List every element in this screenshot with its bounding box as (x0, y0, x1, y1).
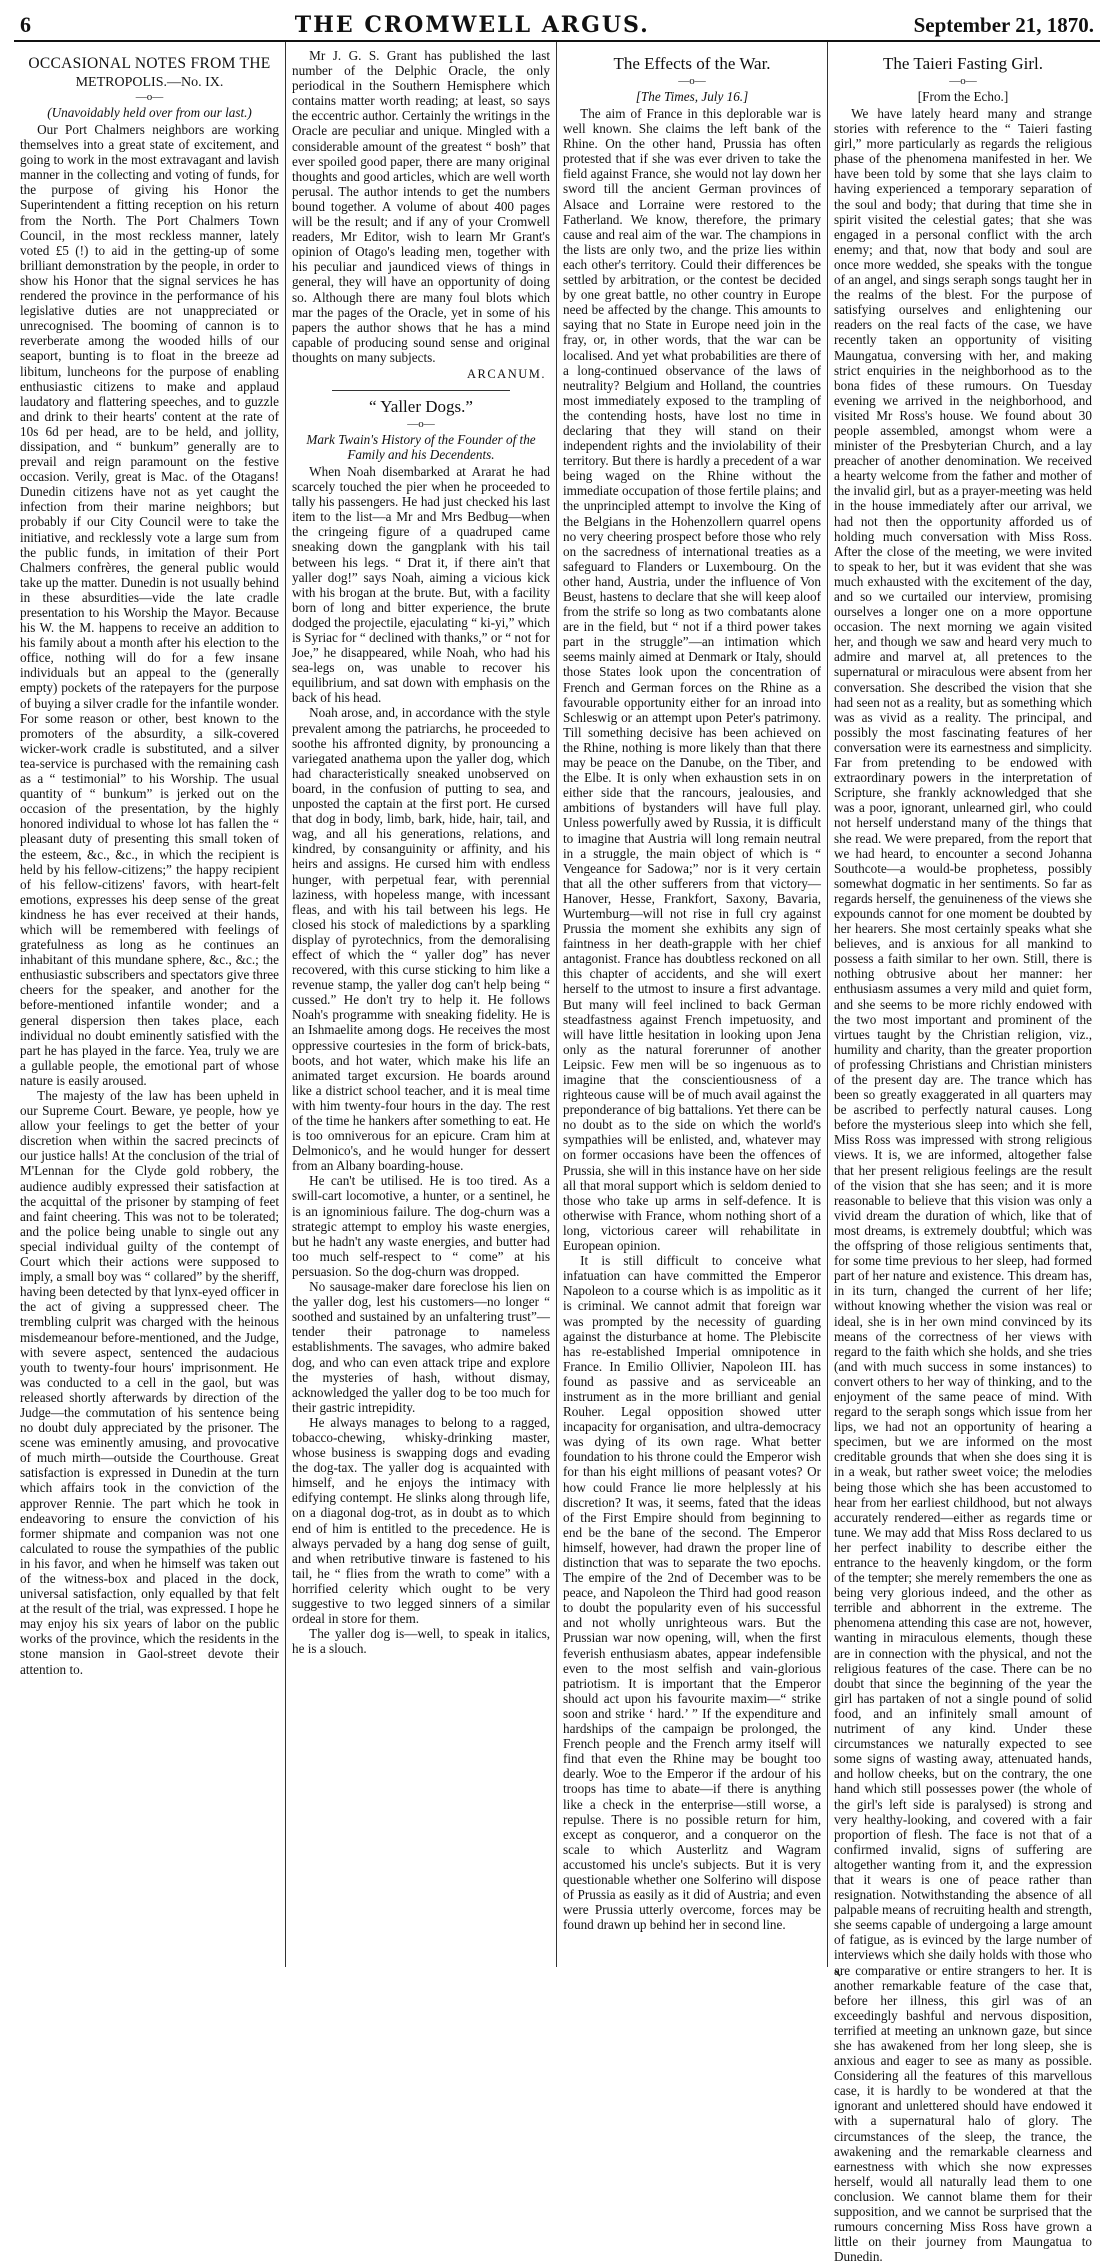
war-title: The Effects of the War. (613, 54, 771, 73)
taieri-title: The Taieri Fasting Girl. (883, 54, 1043, 73)
taieri-source: [From the Echo.] (917, 89, 1009, 104)
notes-rule: —o— (135, 91, 164, 103)
column-layout (14, 42, 1100, 2264)
column-1 (14, 42, 285, 1967)
taieri-paragraph: We have lately heard many and strange stories with reference to the “ Taieri fasting girl,” more particularly as regards the religious phase of the phenomena manifested in her. We have been told by some that she lays claim to having experienced a temporary separation of the soul and body; that during that time she in spirit visited the celestial gates; that she was engaged in a personal conflict with the arch enemy; and that, now that body and soul are once more wedded, she speaks with the tongue of an angel, and sings seraph songs taught her in the realms of the blest. For the purpose of satisfying ourselves and enlightening our readers on the real facts of the case, we have recently taken an opportunity of visiting Maungatua, conversing with her, and making strict enquiries in the neighborhood as to the bona fides of these rumours. On Tuesday evening we arrived in the neighborhood, and visited Mr Ross's house. We found about 30 people assembled, amongst whom were a minister of the Presbyterian Church, and a lay preacher of another denomination. We received a hearty welcome from the father and mother of the invalid girl, but as a prayer-meeting was held in the house immediately after our arrival, we had not then the opportunity afforded us of holding much conversation with Miss Ross. After the close of the meeting, we were invited to speak to her, but it was evident that she was much exhausted with the excitement of the day, and so we curtailed our interview, promising ourselves a longer one on a more opportune occasion. The next morning we again visited her, and though we saw and heard very much to admire and marvel at, all pretences to the supernatural or miraculous were absent from her conversation. She described the vision that she had seen not as a reality, but as something which was as vivid as a reality. The principal, and possibly the most fascinating features of her conversation were its earnestness and simplicity. Far from pretending to be endowed with extraordinary powers in the interpretation of Scripture, she frankly acknowledged that she was a poor, ignorant, unlearned girl, who could not herself understand many of the things that she read. We were prepared, from the report that we had heard, to encounter a second Johanna Southcote—a would-be prophetess, possibly somewhat dogmatic in her sentiments. So far as regards herself, the genuineness of the views she expounds cannot for one moment be doubted by her hearers. She most certainly speaks what she believes, and is anxious for all mankind to possess a faith similar to her own. Still, there is nothing obtrusive about her manner: her enthusiasm assumes a very mild and quiet form, and she seems to be more richly endowed with the two most important and prominent of the virtues taught by the Christian religion, viz., humility and charity, than the greater proportion of professing Christians and Christian ministers of the present day are. The trance which has been so greatly exaggerated in all quarters may be ascribed to perfectly natural causes. Long before the mysterious sleep into which she fell, Miss Ross was impressed with strong religious views. It is, we are informed, altogether false that her present religious feelings are the result of the vision that she has seen; and it is more reasonable to believe that this vision was only a vivid dream the duration of which, like that of most dreams, is extremely doubtful; which was the offspring of those religious sentiments that, for some time previous to her sleep, had formed part of her nature and existence. This dream has, in its turn, changed the current of her life; without knowing whether the vision was real or ideal, she is in her own mind convinced by its means of the correctness of her views with regard to the faith which she holds, and she tries (and with much success in some instances) to convert others to her way of thinking, and to the enjoyment of the same peace of mind. With regard to the seraph songs which issue from her lips, we had not an opportunity of hearing a specimen, but we are informed on the most creditable grounds that when she does sing it is in a weak, but rather sweet voice; the melodies being those which she has been accustomed to hear from her earliest childhood, but not always accurately rendered—either as regards time or tune. We may add that Miss Ross declared to us her perfect inability to describe either the entrance to the heavenly kingdom, or the form of the tempter; she merely remembers the one as being very glorious indeed, and the other as terrible and abhorrent in the extreme. The phenomena attending this case are not, however, wanting in miraculous elements, though these are in connection with the physical, and not the religious features of the case. There can be no doubt that since the beginning of the year the girl has partaken of not a single pound of solid food, and an infinitely small amount of nutriment of any kind. Under these circumstances we naturally expected to see some signs of wasting away, attenuated hands, and hollow cheeks, but on the contrary, the one hand which still possesses power (the whole of the girl's left side is paralysed) is strong and very healthy-looking, and covered with a fair proportion of flesh. The face is not that of a confirmed invalid, signs of suffering are altogether wanting from it, and the expression that it wears is one of peace rather than resignation. Notwithstanding the absence of all palpable means of recruiting health and strength, she seems capable of undergoing a large amount of fatigue, as is evinced by the large number of interviews which she daily holds with those who are comparative or entire strangers to her. It is another remarkable feature of the case that, before her illness, this girl was of an exceedingly bashful and nervous disposition, terrified at meeting an unknown gaze, but since she has awakened from her long sleep, she is anxious and eager to see as many as possible. Considering all the features of this marvellous case, it is hardly to be wondered at that the ignorant and unlettered should have endowed it with a supernatural halo of glory. The circumstances of the sleep, the trance, the awakening and the remarkable clearness and earnestness with which she now expresses herself, would all naturally lead them to one conclusion. We cannot blame them for their supposition, and we cannot be surprised that the rumours concerning Miss Ross have grown a little on their journey from Maungatua to Dunedin. (834, 106, 1092, 2264)
yaller-paragraph: No sausage-maker dare foreclose his lien on the yaller dog, lest his customers—no longer “ soothed and sustained by an unfaltering trust”—tender their patronage to nameless establishments. The savages, who admire baked dog, and who can even attack tripe and explore the mysteries of hash, without dismay, acknowledged the yaller dog to be too much for their gastric intrepidity. (292, 1279, 550, 1415)
war-paragraph: The aim of France in this deplorable war is well known. She claims the left bank of the Rhine. On the other hand, Prussia has often protested that if she was ever driven to take the field against France, she would not lay down her sword till the ancient German provinces of Alsace and Lorraine were restored to the Fatherland. We know, therefore, the primary cause and real aim of the war. The champions in the lists are only two, and the prize lies within each other's territory. Could their differences be settled by arbitration, or the contest be decided by one great battle, no other country in Europe need be affected by the change. This amounts to saying that no State in Europe need join in the fray, or, in other words, that the war can be localised. And yet what probabilities are there of a long-continued observance of the laws of neutrality? Belgium and Holland, the countries most immediately exposed to the trampling of the contending hosts, have lost no time in declaring that they will stand on their independent rights and the inviolability of their territory. But there is hardly a precedent of a war being waged on the Rhine without the immediate occupation of those fertile plains; and the unprincipled attempt to involve the King of the Belgians in the Hohenzollern quarrel opens no very cheering prospect before those who rely on the sacredness of international treaties as a safeguard to Flanders or Luxembourg. On the other hand, Austria, under the influence of Von Beust, hastens to declare that she will keep aloof from the strife so long as two combatants alone are in the field, but “ not if a third power takes part in the struggle”—an intimation which seems mainly aimed at Denmark or Italy, should those States look upon the concentration of French and German forces on the Rhine as a favourable opportunity either for an inroad into Schleswig or an attempt upon Peter's patrimony. Till something decisive has been achieved on the Rhine, nothing is more likely than that there may be peace on the Danube, on the Tiber, and the Elbe. It is only when exhaustion sets in on either side that the rancours, jealousies, and ambitions of bystanders will have full play. Unless powerfully awed by Russia, it is difficult to imagine that Austria will long remain neutral in a struggle, the main object of which is “ Vengeance for Sadowa;” nor is it very certain that all the other sufferers from that victory—Hanover, Hesse, Frankfort, Saxony, Bavaria, Wurtemburg—will not rise in full cry against Prussia the moment she exhibits any sign of faintness in her death-grapple with her chief antagonist. France has doubtless reckoned on all this chapter of accidents, and she will exert herself to the utmost to insure a first advantage. But many will feel inclined to back German steadfastness against French impetuosity, and will have little hesitation in looking upon Jena only as the natural forerunner of another Leipsic. Few men will be so ingenuous as to imagine that the conscientiousness of a righteous cause will be of much avail against the preponderance of big battalions. Yet there can be no doubt as to the side on which the world's sympathies will be enlisted, and, whatever may on former occasions have been the offences of Prussia, she will in this instance have on her side all that moral support which is seldom denied to those who take up arms in self-defence. It is otherwise with France, whom nothing short of a long, victorious career will rehabilitate in European opinion. (563, 106, 821, 1254)
yaller-paragraph: Noah arose, and, in accordance with the style prevalent among the patriarchs, he proceeded to soothe his affronted dignity, by pronouncing a variegated anathema upon the yaller dog, which had characteristically sneaked unobserved on board, in the confusion of putting to sea, and unposted the captain at the first port. He cursed that dog in body, limb, bark, hide, hair, tail, and wag, and all his generations, relations, and kindred, by consanguinity or affinity, and his heirs and assigns. He cursed him with endless hunger, with perpetual fear, with perennial laziness, with hopeless mange, with incessant fleas, and with his tail between his legs. He closed his stock of maledictions by a sparkling display of pyrotechnics, from the demoralising effect of which the “ yaller dog” has never recovered, with this curse sticking to him like a revenue stamp, the yaller dog can't help being “ cussed.” He don't try to help it. He follows Noah's programme with sneaking fidelity. He is an Ishmaelite among dogs. He receives the most oppressive courtesies in the form of brick-bats, boots, and hot water, which make his life an animated target excursion. He boards around like a district school teacher, and it is meal time with him twenty-four hours in the day. The rest of the time he hankers after something to eat. He is too omniverous for an epicure. Cram him at Delmonico's, and he would hunger for dessert from an Albany boarding-house. (292, 705, 550, 1174)
column-4 (827, 42, 1098, 2264)
yaller-rule: —o— (407, 417, 435, 430)
yaller-paragraph: When Noah disembarked at Ararat he had scarcely touched the pier when he proceeded to tally his passengers. He had just checked his last item to the list—a Mr and Mrs Bedbug—when the cringeing figure of a quadruped came sneaking down the gangplank with his tail between his legs. “ Drat it, if there ain't that yaller dog!” says Noah, aiming a vicious kick with his brogan at the brute. But, with a facility born of long and bitter experience, the brute dodged the projectile, ejaculating “ ki-yi,” which is Syriac for “ declined with thanks,” or “ not for Joe,” he disappeared, while Noah, who had his sea-legs on, was unable to recover his equilibrium, and sat down with emphasis on the back of his head. (292, 463, 550, 706)
yaller-title: “ Yaller Dogs.” (369, 396, 473, 416)
notes-continued-paragraph: Mr J. G. S. Grant has published the last number of the Delphic Oracle, the only periodical in the Southern Hemisphere which contains matter worth reading; at least, so says the eccentric author. Certainly the writings in the Oracle are peculiar and unique. Mingled with a considerable amount of the greatest “ bosh” that ever spoiled good paper, there are many original thoughts and good articles, which are well worth perusal. The author intends to get the numbers bound together. A volume of about 400 pages will be the result; and if any of your Cromwell readers, Mr Editor, wish to learn Mr Grant's opinion of Otago's leading men, together with his peculiar and jaundiced views of things in general, they will have an opportunity of doing so. Although there are many foul blots which mar the pages of the Oracle, yet in some of his papers the author shows that he has a mind capable of producing sound sense and original thoughts on many subjects. (292, 48, 550, 365)
war-rule: —o— (678, 75, 706, 87)
notes-title: OCCASIONAL NOTES FROM THE (28, 55, 271, 72)
article-separator (332, 390, 510, 391)
masthead (14, 12, 1100, 42)
war-source: [The Times, July 16.] (635, 89, 749, 104)
paper-title: THE CROMWELL ARGUS. (294, 12, 650, 38)
yaller-paragraph: He can't be utilised. He is too tired. As a swill-cart locomotive, a hunter, or a sentinel, he is an ignominious failure. The dog-churn was a strategic attempt to employ his waste energies, but he hadn't any waste energies, and butter had too much self-respect to “ come” at his persuasion. So the dog-churn was dropped. (292, 1173, 550, 1279)
notes-subtitle: METROPOLIS.—No. IX. (75, 75, 224, 90)
war-paragraph: It is still difficult to conceive what infatuation can have committed the Emperor Napoleon to a course which is as impolitic as it is criminal. We cannot admit that foreign war was prompted by the necessity of guarding against the disturbance at home. The Plebiscite has re-established Imperial omnipotence in France. In Emilio Ollivier, Napoleon III. has found as passive and as serviceable an instrument as in the more brilliant and genial Rouher. Legal opposition showed utter incapacity for organisation, and ultra-democracy was dying of its own rage. What better foundation to his throne could the Emperor wish for than his eight millions of peasant votes? Or how could France lie more helplessly at his discretion? It was, it seems, fated that the ideas of the First Empire should from beginning to end be the bane of the second. The Emperor himself, however, had drawn the proper line of distinction that was to separate the two epochs. The empire of the 2nd of December was to be peace, and Napoleon the Third had good reason to doubt the popularity even of his successful and not wholly unrighteous wars. But the Prussian war now opening, will, when the first feverish enthusiasm abates, appear indefensible even to the most selfish and vain-glorious patriotism. It is important that the Emperor should act upon his favourite maxim—“ strike soon and strike ‘ hard.’ ” If the expenditure and hardships of the campaign be prolonged, the French people and the French army itself will find that even the Rhine may be bought too dearly. Woe to the Emperor if the ardour of his troops has time to abate—if there is anything like a check in the enterprise—still worse, a repulse. There is no possible return for him, except as conqueror, and a conqueror on the scale to which Austerlitz and Wagram accustomed his uncle's subjects. But it is very questionable whether one Solferino will dispose of Prussia as easily as it did of Austria; and even were Prussia utterly overcome, forces may be found drawn up behind her in second line. (563, 1253, 821, 1933)
notes-paragraph: Our Port Chalmers neighbors are working themselves into a great state of excitement, and going to work in the most extravagant and lavish manner in the collecting and voting of funds, for the purpose of giving his Honor the Superintendent a fitting reception on his return from the North. The Port Chalmers Town Council, in the most reckless manner, lately voted £5 (!) to aid in the getting-up of some brilliant demonstration by the people, in order to show his Honor that the signal services he has rendered the province in the performance of his legislative duties are not unappreciated or unrecognised. The booming of cannon is to reverberate among the wooded hills of our seaport, bunting is to float in the breeze ad libitum, luncheons for the purpose of enabling enthusiastic citizens to make and applaud laudatory and flattering speeches, and to guzzle and drink to their hearts' content at the rate of 10s 6d per head, are to be held, and jollity, dissipation, and “ bunkum” generally are to prevail and reign paramount on the festive occasion. Verily, great is Mac. of the Otagans! Dunedin citizens have not as yet caught the infection from their marine neighbors; but probably if our City Council were to take the initiative, and recklessly vote a large sum from the public funds, in imitation of their Port Chalmers confrères, the general public would take up the matter. Dunedin is not usually behind in these absurdities—vide the late cradle presentation to his Worship the Mayor. Because his W. the M. happens to receive an addition to his family about a month after his election to the office, nothing will do for a few insane individuals but an appeal to the (generally empty) pockets of the ratepayers for the purpose of buying a silver cradle for the infantile wonder. For some reason or other, best known to the promoters of the absurdity, a silk-covered wicker-work cradle is substituted, and a silver tea-service is purchased with the remaining cash as a “ testimonial” to his Worship. The usual quantity of “ bunkum” is jerked out on the occasion of the presentation, by the highly honored individual to whose lot has fallen the “ pleasant duty of presenting this small token of the esteem, &c., &c., in which the recipient is held by his fellow-citizens;” the happy recipient of his fellow-citizens' favors, with heart-felt emotions, expresses his deep sense of the great kindness he has ever received at their hands, which will be remembered with feelings of gratefulness as long as he continues an inhabitant of this mundane sphere, &c., &c.; the enthusiastic subscribers and spectators give three cheers for the speaker, and another for the before-mentioned infantile wonder; and a general dispersion then takes place, each individual no doubt eminently satisfied with the part he has played in the farce. Yea, truly we are a gullable people, the emotional part of whose nature is easily aroused. (20, 122, 279, 1088)
page-number: 6 (20, 12, 31, 37)
column-2 (285, 42, 556, 1967)
taieri-rule: —o— (949, 75, 977, 87)
ink-mark-icon (834, 1969, 842, 1977)
notes-paragraph: The majesty of the law has been upheld in our Supreme Court. Beware, ye people, how ye allow your feelings to get the better of your discretion when within the sacred precincts of our justice halls! At the conclusion of the trial of M'Lennan for the Clyde gold robbery, the audience audibly expressed their satisfaction at the acquittal of the prisoner by stamping of feet and faint cheering. This was not to be tolerated; and the police being unable to single out any special individual guilty of the contempt of Court which their actions were supposed to imply, a small boy was “ collared” by the sheriff, having been detected by that lynx-eyed officer in the act of giving a suppressed cheer. The trembling culprit was charged with the heinous misdemeanour before-mentioned, and the Judge, with severe aspect, sentenced the audacious youth to twenty-four hours' imprisonment. He was conducted to a cell in the gaol, but was released shortly afterwards by direction of the Judge—the commutation of his sentence being no doubt duly appreciated by the prisoner. The scene was eminently amusing, and provocative of much mirth—outside the Courthouse. Great satisfaction is expressed in Dunedin at the turn which affairs took in the conviction of the approver Rennie. The part which he took in endeavoring to ensure the conviction of his former shipmate and companion was not one calculated to rouse the sympathies of the public in his favor, and when he himself was taken out of the witness-box and placed in the dock, universal satisfaction, only equalled by that felt at the result of the trial, was expressed. I hope he may enjoy his six years of labor on the public works of the province, which the residents in the stone mansion in Gaol-street devote their attention to. (20, 1088, 279, 1677)
column-3 (556, 42, 827, 1967)
yaller-paragraph: He always manages to belong to a ragged, tobacco-chewing, whisky-drinking master, whose business is swapping dogs and evading the dog-tax. The yaller dog is acquainted with himself, and he enjoys the intimacy with edifying contempt. He slinks along through life, on a diagonal dog-trot, as in doubt as to which end of him is entitled to the precedence. He is always pervaded by a hang dog sense of guilt, and when retributive tinware is fastened to his tail, he “ flies from the wrath to come” with a horrified celerity which ought to be very suggestive to two legged sinners of a similar ordeal in store for them. (292, 1414, 550, 1627)
notes-note: (Unavoidably held over from our last.) (47, 105, 252, 120)
yaller-paragraph: The yaller dog is—well, to speak in italics, he is a slouch. (292, 1626, 550, 1657)
notes-signature: ARCANUM. (466, 366, 546, 381)
issue-date: September 21, 1870. (913, 13, 1094, 37)
yaller-subtitle: Mark Twain's History of the Founder of the Family and his Decendents. (306, 431, 536, 462)
